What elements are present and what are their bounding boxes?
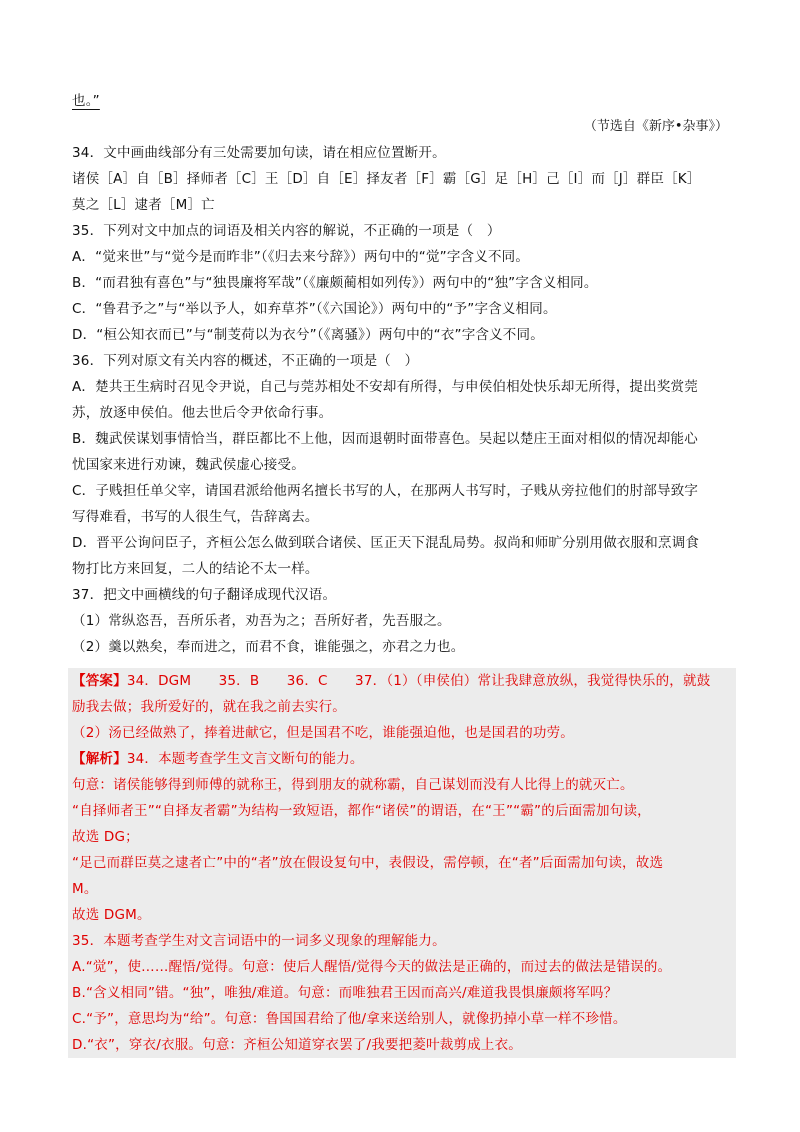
q36-option-d-line1: D．晋平公询问臣子，齐桓公怎么做到联合诸侯、匡正天下混乱局势。叔尚和师旷分别用做衣服和烹调食 <box>72 535 700 551</box>
q36-option-b-line1: B．魏武侯谋划事情恰当，群臣都比不上他，因而退朝时面带喜色。吴起以楚庄王面对相似的情况却能心 <box>72 431 698 447</box>
q35-option-b: B．“而君独有喜色”与“独畏廉将军哉”（《廉颇蔺相如列传》）两句中的“独”字含义相同。 <box>72 275 598 291</box>
answer-text-1: 34．DGM 35．B 36．C 37．（1）（申侯伯）常让我肆意放纵，我觉得快乐的，就鼓 <box>126 673 711 689</box>
q34-text-line2: 莫之［L］逮者［M］亡 <box>72 197 215 213</box>
q36-option-a-line1: A．楚共王生病时召见令尹说，自己与莞苏相处不安却有所得，与申侯伯相处快乐却无所得，提出奖赏莞 <box>72 379 698 395</box>
answer-analysis-box <box>68 668 736 1058</box>
analysis-line: M。 <box>72 881 98 897</box>
analysis-head-text: 34．本题考查学生文言文断句的能力。 <box>126 751 364 767</box>
answer-line2: 励我去做；我所爱好的，就在我之前去实行。 <box>72 699 346 715</box>
q34-stem: 34．文中画曲线部分有三处需要加句读，请在相应位置断开。 <box>72 145 446 161</box>
answer-line1 <box>72 668 732 694</box>
q34-text-line1: 诸侯［A］自［B］择师者［C］王［D］自［E］择友者［F］霸［G］足［H］己［I］而［J］群臣［K］ <box>72 171 701 187</box>
analysis-line: “足己而群臣莫之逮者亡”中的“者”放在假设复句中，表假设，需停顿，在“者”后面需加句读，故选 <box>72 855 664 871</box>
underlined-text: 也。” <box>72 93 100 109</box>
q36-option-b-line2: 忧国家来进行劝谏，魏武侯虚心接受。 <box>72 457 305 473</box>
q36-stem: 36．下列对原文有关内容的概述，不正确的一项是（ ） <box>72 353 419 369</box>
q36-option-d-line2: 物打比方来回复，二人的结论不太一样。 <box>72 561 319 577</box>
answer-line3: （2）汤已经做熟了，捧着进献它，但是国君不吃，谁能强迫他，也是国君的功劳。 <box>72 725 574 741</box>
q35-option-a: A．“觉来世”与“觉今是而昨非”（《归去来兮辞》）两句中的“觉”字含义不同。 <box>72 249 530 265</box>
q35-option-c: C．“鲁君予之”与“举以予人，如弃草芥”（《六国论》）两句中的“予”字含义相同。 <box>72 301 557 317</box>
analysis-line: B.“含义相同”错。“独”，唯独/难道。句意：而唯独君王因而高兴/难道我畏惧廉颇将军吗？ <box>72 985 618 1001</box>
q35-stem: 35．下列对文中加点的词语及相关内容的解说，不正确的一项是（ ） <box>72 223 501 239</box>
q37-stem: 37．把文中画横线的句子翻译成现代汉语。 <box>72 587 337 603</box>
analysis-line: 故选 DG； <box>72 829 139 845</box>
q37-item-1: （1）常纵恣吾，吾所乐者，劝吾为之；吾所好者，先吾服之。 <box>72 613 451 629</box>
answer-tag: 【答案】 <box>72 673 127 689</box>
q36-option-c-line2: 写得难看，书写的人很生气，告辞离去。 <box>72 509 319 525</box>
analysis-line: A.“觉”，使……醒悟/觉得。句意：使后人醒悟/觉得今天的做法是正确的，而过去的做法是错误的。 <box>72 959 672 975</box>
analysis-line: C.“予”，意思均为“给”。句意：鲁国国君给了他/拿来送给别人，就像扔掉小草一样不珍惜。 <box>72 1011 627 1027</box>
passage-end <box>72 88 728 114</box>
analysis-line: 句意：诸侯能够得到师傅的就称王，得到朋友的就称霸，自己谋划而没有人比得上的就灭亡。 <box>72 777 634 793</box>
analysis-line: D.“衣”，穿衣/衣服。句意：齐桓公知道穿衣罢了/我要把菱叶裁剪成上衣。 <box>72 1037 522 1053</box>
analysis-line: 35．本题考查学生对文言词语中的一词多义现象的理解能力。 <box>72 933 446 949</box>
q35-option-d: D．“桓公知衣而已”与“制芰荷以为衣兮”（《离骚》）两句中的“衣”字含义不同。 <box>72 327 544 343</box>
analysis-line: “自择师者王”“自择友者霸”为结构一致短语，都作“诸侯”的谓语，在“王”“霸”的后面需加句读， <box>72 803 651 819</box>
analysis-line: 故选 DGM。 <box>72 907 151 923</box>
q37-item-2: （2）羹以熟矣，奉而进之，而君不食，谁能强之，亦君之力也。 <box>72 639 465 655</box>
analysis-tag: 【解析】 <box>72 751 127 767</box>
q36-option-c-line1: C．子贱担任单父宰，请国君派给他两名擅长书写的人，在那两人书写时，子贱从旁拉他们的肘部导致字 <box>72 483 699 499</box>
document-page <box>72 88 728 1058</box>
q36-option-a-line2: 苏，放逐申侯伯。他去世后令尹依命行事。 <box>72 405 333 421</box>
analysis-head <box>72 746 732 772</box>
source-citation: （节选自《新序•杂事》） <box>583 119 728 134</box>
